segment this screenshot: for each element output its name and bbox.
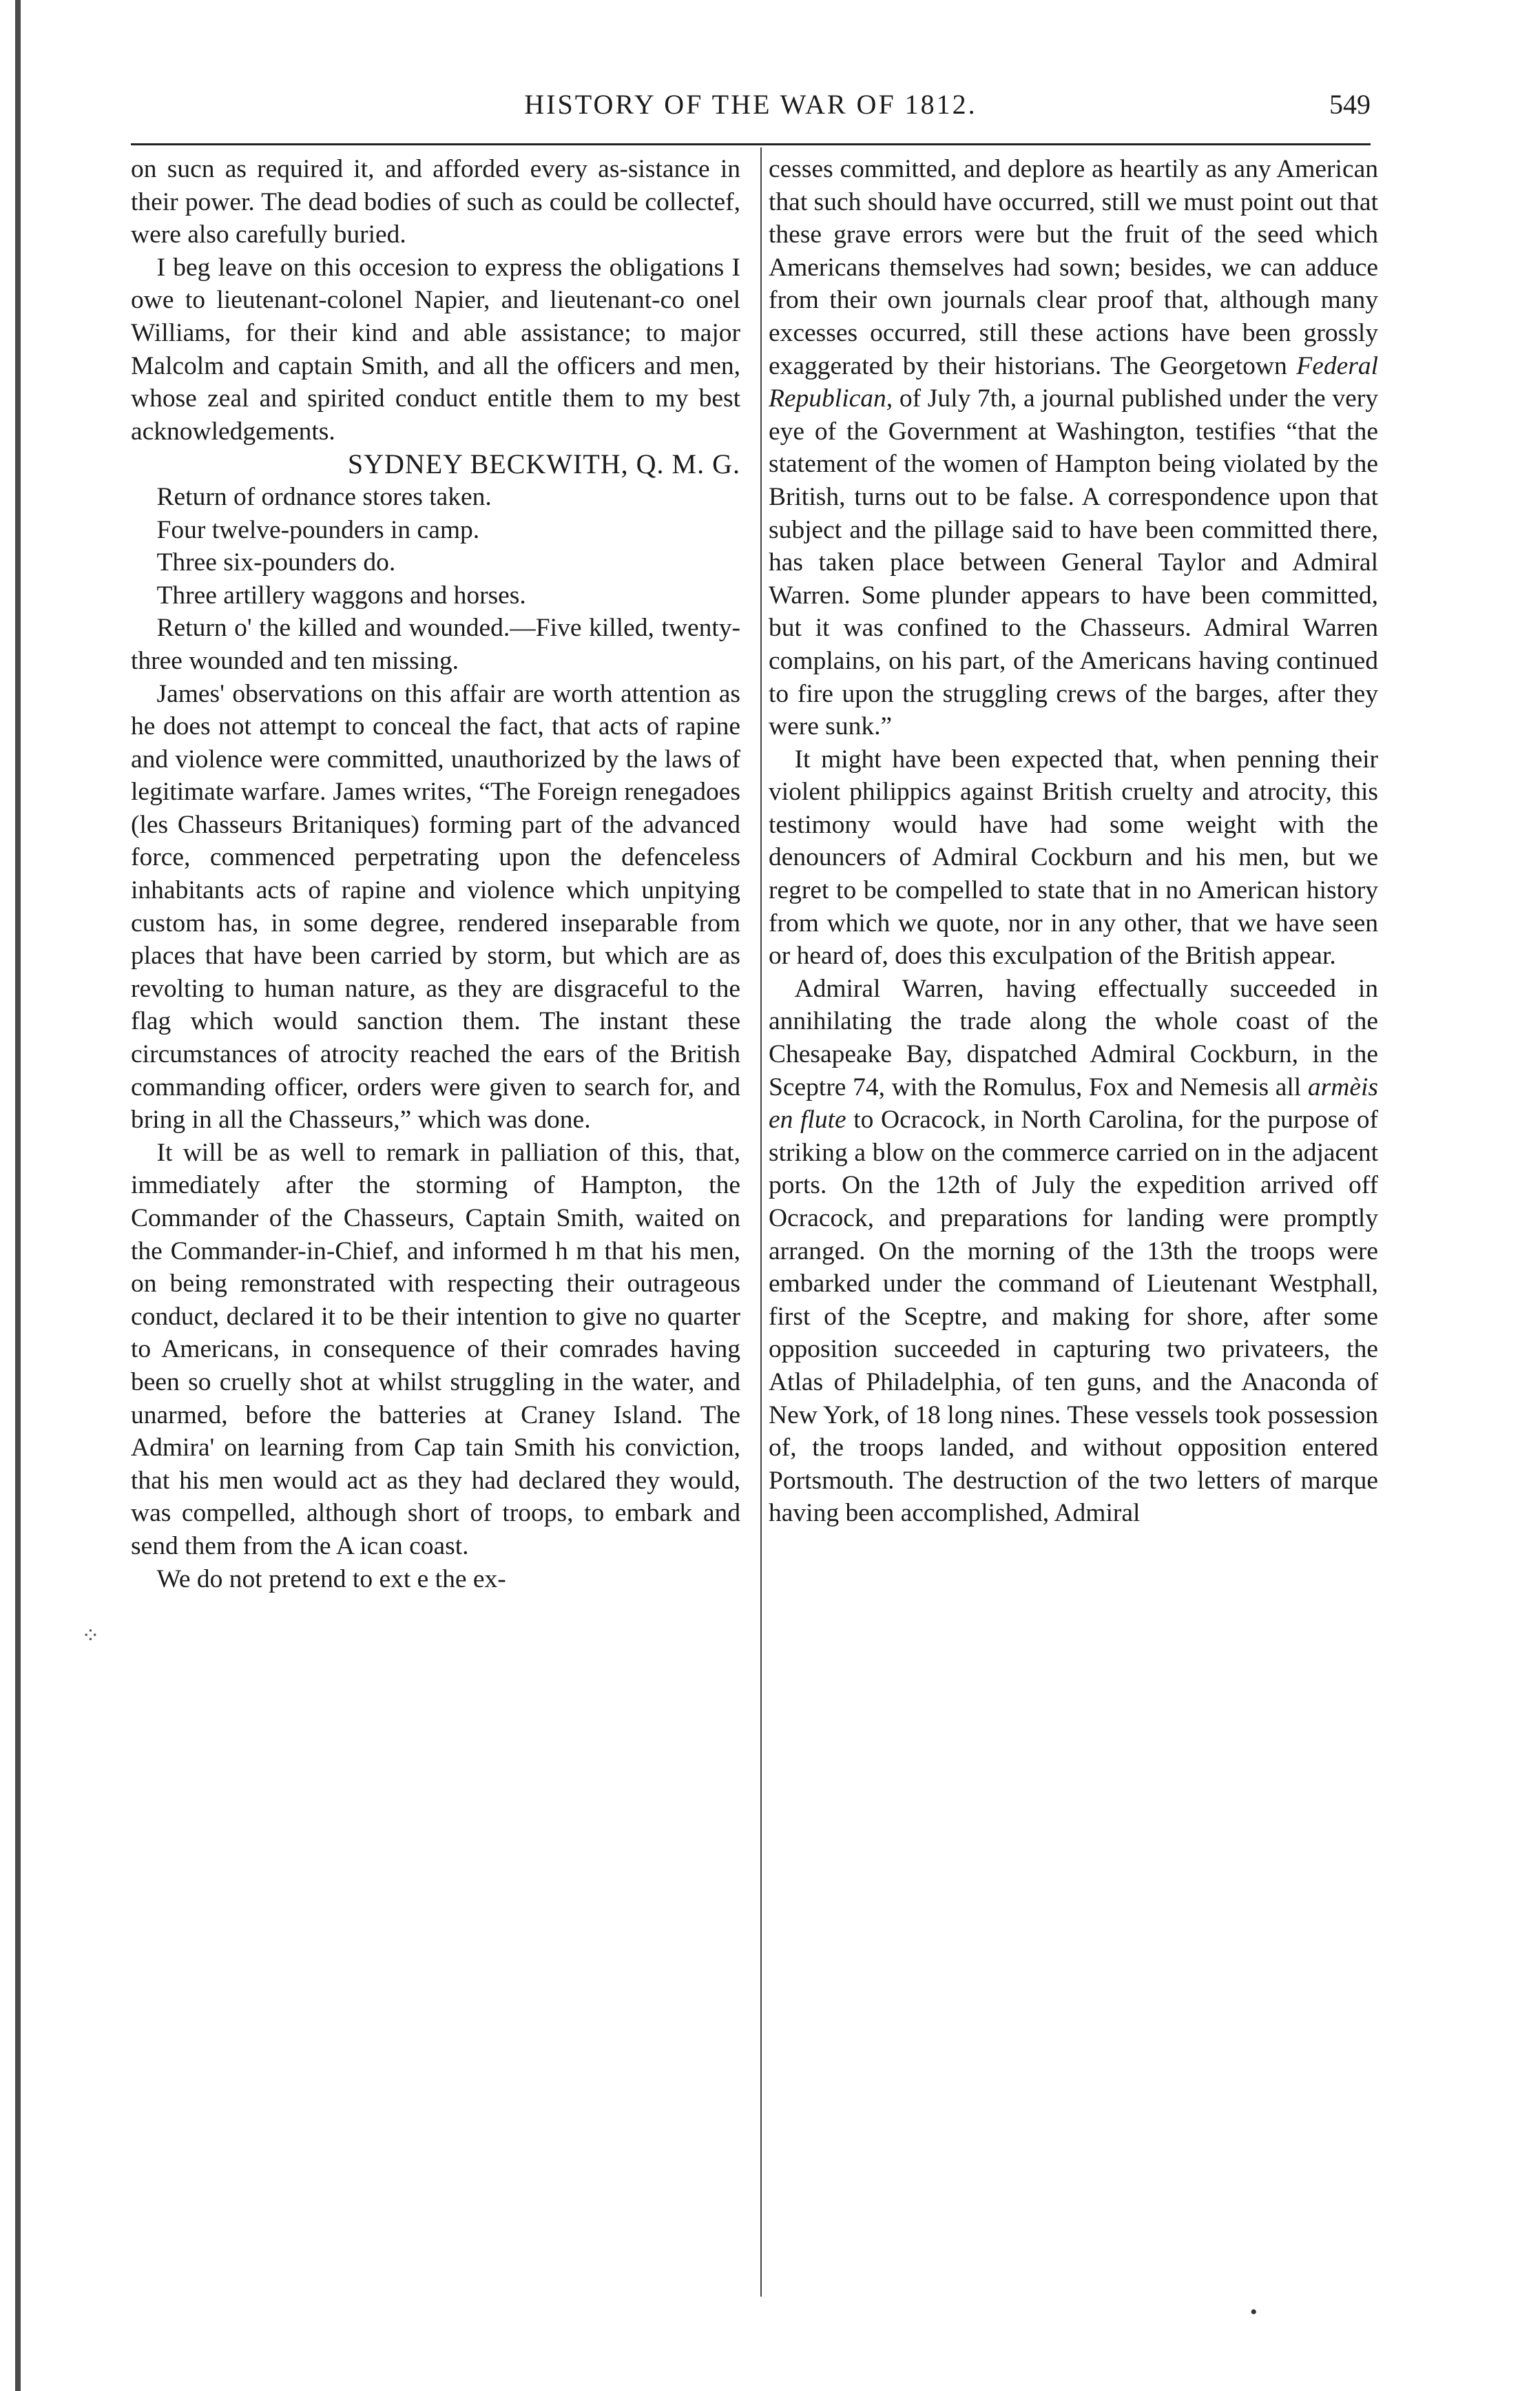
list-item: Three six-pounders do. bbox=[156, 548, 396, 577]
text-run: cesses committed, and deplore as heartily as any American that such should have occurred, still we must point out that these grave errors were but the fruit of the seed which Americans themselves had sown; besides, we can adduce from their own journals clear proof that, although many excesses occurred, still these actions have been grossly exaggerated by their historians. The Georgetown bbox=[769, 155, 1378, 380]
casualty-return: Return o' the killed and wounded.—Five killed, twenty-three wounded and ten missing. bbox=[131, 614, 740, 675]
return-heading: Return of ordnance stores taken. bbox=[156, 482, 492, 511]
list-item: Three artillery waggons and horses. bbox=[156, 581, 526, 610]
paragraph: on sucn as required it, and afforded every as-sistance in their power. The dead bodies of such as could be collectef, were also carefully buried. bbox=[131, 155, 740, 249]
paragraph: I beg leave on this occesion to express the obligations I owe to lieutenant-colonel Napier, and lieutenant-co onel Williams, for their kind and able assistance; to major Malcolm and captain Smith, and all the officers and men, whose zeal and spirited conduct entitle them to my best acknowledgements. bbox=[131, 253, 740, 446]
text-run: of July 7th, a journal published under the very eye of the Government at Washington, testifies “that the statement of the women of Hampton being violated by the British, turns out to be false. A correspondence upon that subject and the pillage said to have been committed there, has taken place between General Taylor and Admiral Warren. Some plunder appears to have been committed, but it was confined to the Chasseurs. Admiral Warren complains, on his part, of the Americans having continued to fire upon the struggling crews of the barges, after they were sunk.” bbox=[769, 384, 1378, 741]
text-run: to Ocracock, in North Carolina, for the purpose of striking a blow on the commerce carried on in the adjacent ports. On the 12th of July the expedition arrived off Ocracock, and preparations for landing were promptly arranged. On the morning of the 13th the troops were embarked under the command of Lieutenant Westphall, first of the Sceptre, and making for shore, after some opposition succeeded in capturing two privateers, the Atlas of Philadelphia, of ten guns, and the Anaconda of New York, of 18 long nines. These vessels took possession of, the troops landed, and without opposition entered Portsmouth. The destruction of the two letters of marque having been accomplished, Admiral bbox=[769, 1106, 1378, 1528]
paragraph: We do not pretend to ext e the ex- bbox=[156, 1564, 506, 1593]
paragraph: It might have been expected that, when penning their violent philippics against British cruelty and atrocity, this testimony would have had some weight with the denouncers of Admiral Cockburn and his men, but we regret to be compelled to state that in no American history from which we quote, nor in any other, that we have seen or heard of, does this exculpation of the British appear. bbox=[769, 745, 1378, 971]
paragraph bbox=[769, 973, 1378, 1530]
paragraph: James' observations on this affair are worth attention as he does not attempt to conceal the fact, that acts of rapine and violence were committed, unauthorized by the laws of legitimate warfare. James writes, “The Foreign renegadoes (les Chasseurs Britaniques) forming part of the advanced force, commenced perpetrating upon the defenceless inhabitants acts of rapine and violence which unpitying custom has, in some degree, rendered inseparable from places that have been carried by storm, but which are as revolting to human nature, as they are disgraceful to the flag which would sanction them. The instant these circumstances of atrocity reached the ears of the British commanding officer, orders were given to search for, and bring in all the Chasseurs,” which was done. bbox=[131, 679, 740, 1135]
column-divider bbox=[760, 147, 762, 2297]
margin-smudge: ⁘ bbox=[81, 1623, 100, 1648]
paragraph: It will be as well to remark in palliation of this, that, immediately after the storming of Hampton, the Commander of the Chasseurs, Captain Smith, waited on the Commander-in-Chief, and informed h m that his men, on being remonstrated with respecting their outrageous conduct, declared it to be their intention to give no quarter to Americans, in consequence of their comrades having been so cruelly shot at whilst struggling in the water, and unarmed, before the batteries at Craney Island. The Admira' on learning from Cap tain Smith his conviction, that his men would act as they had declared they would, was compelled, although short of troops, to embark and send them from the A ican coast. bbox=[131, 1138, 740, 1560]
text-run: Admiral Warren, having effectually succeeded in annihilating the trade along the whole coast of the Chesapeake Bay, dispatched Admiral Cockburn, in the Sceptre 74, with the Romulus, Fox and Nemesis all bbox=[769, 974, 1378, 1101]
page-number: 549 bbox=[1329, 89, 1371, 120]
bottom-dot: • bbox=[1250, 2301, 1258, 2323]
header-rule bbox=[131, 143, 1371, 145]
newspaper-title: Federal Republican, bbox=[769, 351, 1378, 413]
paragraph bbox=[769, 153, 1378, 743]
right-column bbox=[769, 153, 1378, 1530]
binding-edge-line bbox=[15, 0, 21, 2391]
running-head: HISTORY OF THE WAR OF 1812. bbox=[524, 89, 977, 120]
signature: SYDNEY BECKWITH, Q. M. G. bbox=[347, 448, 740, 480]
italic-phrase: armèis en flute bbox=[769, 1073, 1378, 1135]
page-header bbox=[131, 88, 1371, 143]
list-item: Four twelve-pounders in camp. bbox=[156, 515, 480, 544]
left-column bbox=[131, 153, 740, 1595]
